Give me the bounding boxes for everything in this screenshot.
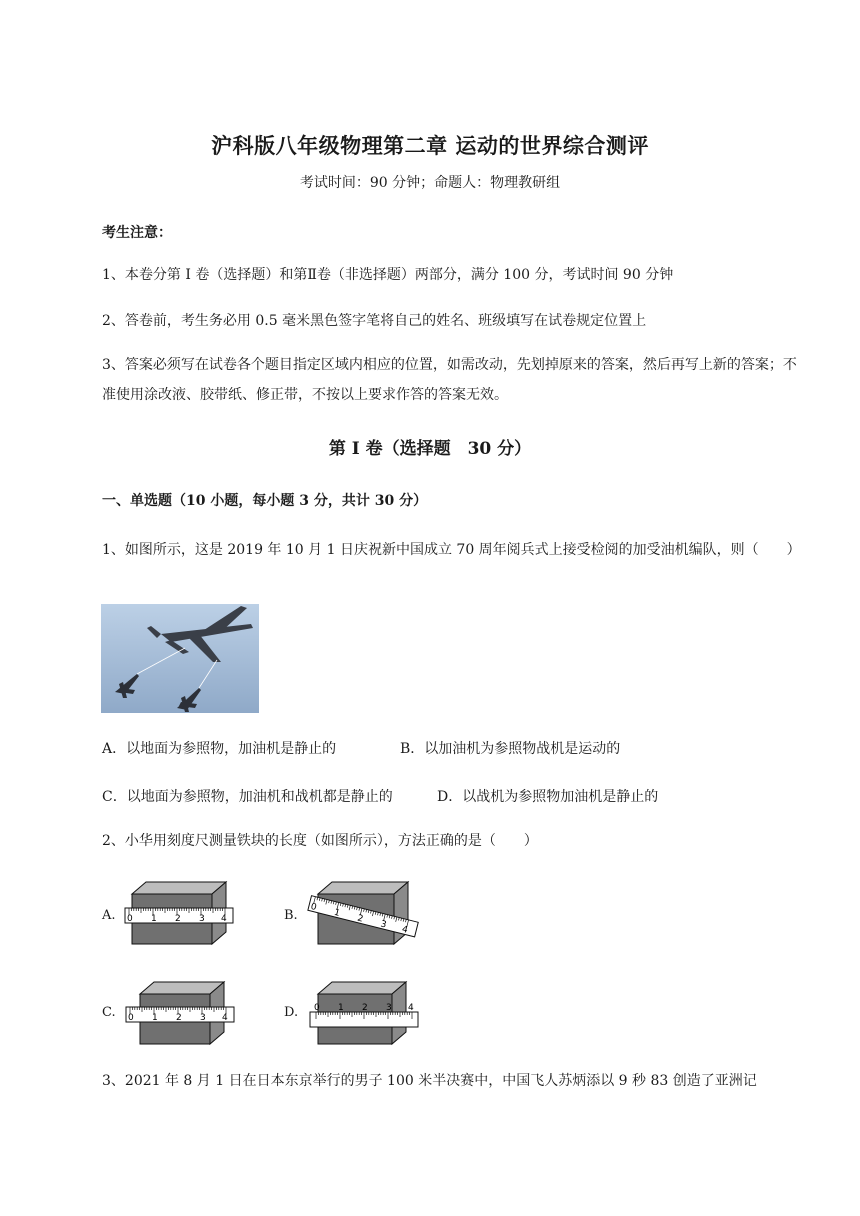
question-1-option-b: B．以加油机为参照物战机是运动的 bbox=[400, 741, 621, 757]
question-2-stem: 2、小华用刻度尺测量铁块的长度（如图所示），方法正确的是（ ） bbox=[102, 833, 538, 849]
tick-label: 2 bbox=[175, 914, 181, 924]
tick-label: 2 bbox=[176, 1013, 182, 1023]
tick-label: 1 bbox=[152, 1013, 158, 1023]
tick-label: 0 bbox=[127, 914, 133, 924]
tick-label: 0 bbox=[314, 1003, 320, 1013]
ruler-figure-b bbox=[304, 880, 424, 950]
tick-label: 0 bbox=[309, 902, 318, 914]
figure-label-a: A. bbox=[102, 908, 116, 923]
question-1-option-c: C．以地面为参照物，加油机和战机都是静止的 bbox=[102, 789, 393, 805]
part-heading: 一、单选题（10 小题，每小题 3 分，共计 30 分） bbox=[102, 493, 428, 509]
tick-label: 4 bbox=[408, 1003, 414, 1013]
question-1-option-d: D．以战机为参照物加油机是静止的 bbox=[437, 789, 659, 805]
figure-label-b: B. bbox=[284, 908, 298, 923]
exam-info: 考试时间：90 分钟；命题人：物理教研组 bbox=[299, 175, 561, 191]
tick-label: 1 bbox=[332, 907, 341, 919]
tick-label: 3 bbox=[200, 1013, 206, 1023]
tick-label: 4 bbox=[221, 914, 227, 924]
tick-label: 3 bbox=[386, 1003, 392, 1013]
tick-label: 3 bbox=[199, 914, 205, 924]
ruler-figure-d bbox=[304, 980, 424, 1050]
ruler-figure-a bbox=[122, 880, 237, 950]
question-3-stem: 3、2021 年 8 月 1 日在日本东京举行的男子 100 米半决赛中，中国飞人苏炳添以 9 秒 83 创造了亚洲记 bbox=[102, 1073, 757, 1089]
question-1-stem: 1、如图所示，这是 2019 年 10 月 1 日庆祝新中国成立 70 周年阅兵式上接受检阅的加受油机编队，则（ ） bbox=[102, 542, 801, 558]
tick-label: 0 bbox=[128, 1013, 134, 1023]
question-1-option-a: A．以地面为参照物，加油机是静止的 bbox=[102, 741, 337, 757]
tick-label: 1 bbox=[338, 1003, 344, 1013]
notice-item-1: 1、本卷分第 I 卷（选择题）和第Ⅱ卷（非选择题）两部分，满分 100 分，考试时间 90 分钟 bbox=[102, 267, 674, 283]
page-title: 沪科版八年级物理第二章 运动的世界综合测评 bbox=[211, 133, 649, 158]
tick-label: 4 bbox=[222, 1013, 228, 1023]
notice-heading: 考生注意： bbox=[102, 225, 172, 241]
figure-label-d: D. bbox=[284, 1005, 299, 1020]
figure-label-c: C. bbox=[102, 1005, 116, 1020]
notice-item-2: 2、答卷前，考生务必用 0.5 毫米黑色签字笔将自己的姓名、班级填写在试卷规定位置上 bbox=[102, 313, 647, 329]
tick-label: 3 bbox=[379, 919, 388, 931]
ruler-figure-c bbox=[122, 980, 237, 1050]
section-title: 第 I 卷（选择题 30 分） bbox=[328, 439, 532, 459]
tick-label: 2 bbox=[362, 1003, 368, 1013]
refuelling-aircraft-photo bbox=[101, 604, 259, 713]
tick-label: 2 bbox=[356, 913, 365, 925]
notice-item-3: 3、答案必须写在试卷各个题目指定区域内相应的位置，如需改动，先划掉原来的答案，然后再写上新的答案；不准使用涂改液、胶带纸、修正带，不按以上要求作答的答案无效。 bbox=[102, 357, 797, 403]
tick-label: 1 bbox=[151, 914, 157, 924]
tick-label: 4 bbox=[400, 924, 409, 936]
